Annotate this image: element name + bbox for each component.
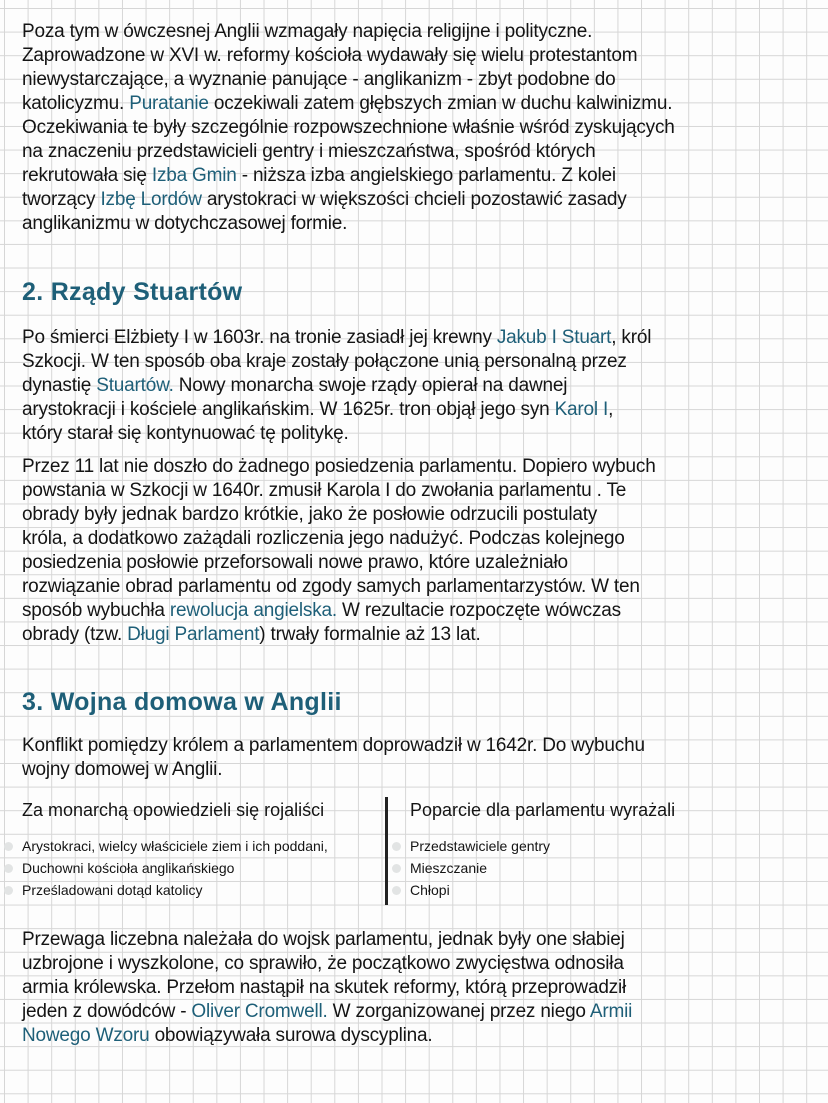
text-line [22, 44, 818, 68]
paragraph-stuart-rule [22, 326, 818, 446]
list-item [22, 835, 328, 857]
text-segment: armia królewska. Przełom nastąpił na skutek reformy, którą przeprowadził [22, 977, 627, 998]
bullet-icon [4, 864, 13, 873]
text-segment: Nowy monarcha swoje rządy opierał na dawnej [173, 375, 568, 396]
text-segment: katolicyzmu. [22, 93, 130, 114]
section-heading-stuarts: 2. Rządy Stuartów [22, 278, 243, 306]
text-segment: powstania w Szkocji w 1640r. zmusił Karola I do zwołania parlamentu . Te [22, 480, 627, 501]
bullet-icon [392, 864, 401, 873]
text-line [22, 326, 818, 350]
text-segment: jeden z dowódców - [22, 1001, 192, 1022]
text-line [22, 68, 818, 92]
text-line [22, 374, 818, 398]
highlighted-term: Puratanie [129, 93, 209, 114]
item-text: Mieszczanie [410, 860, 488, 876]
text-line [22, 92, 818, 116]
royalists-column [22, 797, 328, 901]
text-segment: Zaprowadzone w XVI w. reformy kościoła wydawały się wielu protestantom [22, 45, 638, 66]
text-line [22, 527, 818, 551]
text-line [22, 575, 818, 599]
text-line [22, 164, 818, 188]
text-segment: wojny domowej w Anglii. [22, 759, 223, 780]
highlighted-term: Jakub I Stuart [496, 327, 612, 348]
text-line [22, 928, 818, 952]
text-line [22, 623, 818, 647]
highlighted-term: Stuartów. [96, 375, 174, 396]
highlighted-term: Karol I [554, 399, 609, 420]
column-divider [385, 797, 388, 905]
text-segment: - niższa izba angielskiego parlamentu. Z kolei [236, 165, 616, 186]
text-segment: W zorganizowanej przez niego [327, 1001, 590, 1022]
parliament-column [410, 797, 675, 901]
highlighted-term: rewolucja angielska. [169, 600, 337, 621]
text-line [22, 350, 818, 374]
text-segment: W rezultacie rozpoczęte wówczas [336, 600, 621, 621]
text-line [22, 116, 818, 140]
text-segment: Przez 11 lat nie doszło do żadnego posiedzenia parlamentu. Dopiero wybuch [22, 456, 656, 477]
text-segment: na znaczeniu przedstawicieli gentry i mieszczaństwa, spośród których [22, 141, 596, 162]
text-segment: , król [611, 327, 652, 348]
parliament-title: Poparcie dla parlamentu wyrażali [410, 800, 676, 820]
highlighted-term: Oliver Cromwell. [191, 1001, 328, 1022]
item-text: Prześladowani dotąd katolicy [22, 882, 203, 898]
text-line [22, 1000, 818, 1024]
text-line [22, 758, 818, 782]
text-line [22, 551, 818, 575]
section-heading-civil-war: 3. Wojna domowa w Anglii [22, 688, 342, 716]
highlighted-term: Izbę Lordów [100, 189, 202, 210]
royalists-title: Za monarchą opowiedzieli się rojaliści [22, 800, 325, 820]
list-item [410, 879, 675, 901]
text-line [22, 212, 818, 236]
text-segment: Po śmierci Elżbiety I w 1603r. na tronie zasiadł jej krewny [22, 327, 497, 348]
text-segment: ) trwały formalnie aż 13 lat. [259, 624, 481, 645]
bullet-icon [4, 886, 13, 895]
text-segment: arystokraci w większości chcieli pozostawić zasady [201, 189, 627, 210]
paragraph-conflict [22, 734, 818, 782]
list-item [22, 879, 328, 901]
text-segment: obrady (tzw. [22, 624, 128, 645]
highlighted-term: Armii [589, 1001, 633, 1022]
list-item [410, 857, 675, 879]
text-line [22, 503, 818, 527]
text-segment: rozwiązanie obrad parlamentu od zgody samych parlamentarzystów. W ten [22, 576, 640, 597]
text-segment: sposób wybuchła [22, 600, 170, 621]
bullet-icon [392, 842, 401, 851]
paragraph-puritans [22, 20, 818, 236]
bullet-icon [392, 886, 401, 895]
paragraph-cromwell [22, 928, 818, 1048]
text-line [22, 599, 818, 623]
bullet-icon [4, 842, 13, 851]
text-segment: obowiązywała surowa dyscyplina. [149, 1025, 433, 1046]
text-segment: Poza tym w ówczesnej Anglii wzmagały napięcia religijne i polityczne. [22, 21, 593, 42]
text-segment: anglikanizmu w dotychczasowej formie. [22, 213, 348, 234]
text-segment: Oczekiwania te były szczególnie rozpowszechnione właśnie wśród zyskujących [22, 117, 675, 138]
text-segment: dynastię [22, 375, 97, 396]
item-text: Chłopi [410, 882, 450, 898]
text-line [22, 422, 818, 446]
text-line [22, 140, 818, 164]
text-segment: niewystarczające, a wyznanie panujące - anglikanizm - zbyt podobne do [22, 69, 616, 90]
text-segment: oczekiwali zatem głębszych zmian w duchu kalwinizmu. [208, 93, 673, 114]
list-item [22, 857, 328, 879]
text-line [22, 1024, 818, 1048]
text-segment: Przewaga liczebna należała do wojsk parlamentu, jednak były one słabiej [22, 929, 625, 950]
list-item [410, 835, 675, 857]
item-text: Przedstawiciele gentry [410, 838, 551, 854]
text-line [22, 455, 818, 479]
text-line [22, 952, 818, 976]
text-line [22, 479, 818, 503]
highlighted-term: Izba Gmin [151, 165, 237, 186]
text-segment: arystokracji i kościele anglikańskim. W 1625r. tron objął jego syn [22, 399, 555, 420]
text-line [22, 398, 818, 422]
text-segment: który starał się kontynuować tę politykę. [22, 423, 349, 444]
text-segment: Szkocji. W ten sposób oba kraje zostały połączone unią personalną przez [22, 351, 627, 372]
text-segment: Konflikt pomiędzy królem a parlamentem doprowadził w 1642r. Do wybuchu [22, 735, 645, 756]
text-segment: , [608, 399, 614, 420]
item-text: Duchowni kościoła anglikańskiego [22, 860, 235, 876]
highlighted-term: Nowego Wzoru [22, 1025, 150, 1046]
text-line [22, 976, 818, 1000]
text-segment: tworzący [22, 189, 101, 210]
text-segment: obrady były jednak bardzo krótkie, jako że posłowie odrzucili postulaty [22, 504, 598, 525]
text-line [22, 188, 818, 212]
text-line [22, 734, 818, 758]
item-text: Arystokraci, wielcy właściciele ziem i ich poddani, [22, 838, 328, 854]
text-segment: króla, a dodatkowo zażądali rozliczenia jego nadużyć. Podczas kolejnego [22, 528, 625, 549]
text-segment: uzbrojone i wyszkolone, co sprawiło, że początkowo zwycięstwa odnosiła [22, 953, 624, 974]
text-segment: posiedzenia posłowie przeforsowali nowe prawo, które uzależniało [22, 552, 568, 573]
highlighted-term: Długi Parlament [127, 624, 260, 645]
text-segment: rekrutowała się [22, 165, 152, 186]
paragraph-long-parliament [22, 455, 818, 647]
text-line [22, 20, 818, 44]
